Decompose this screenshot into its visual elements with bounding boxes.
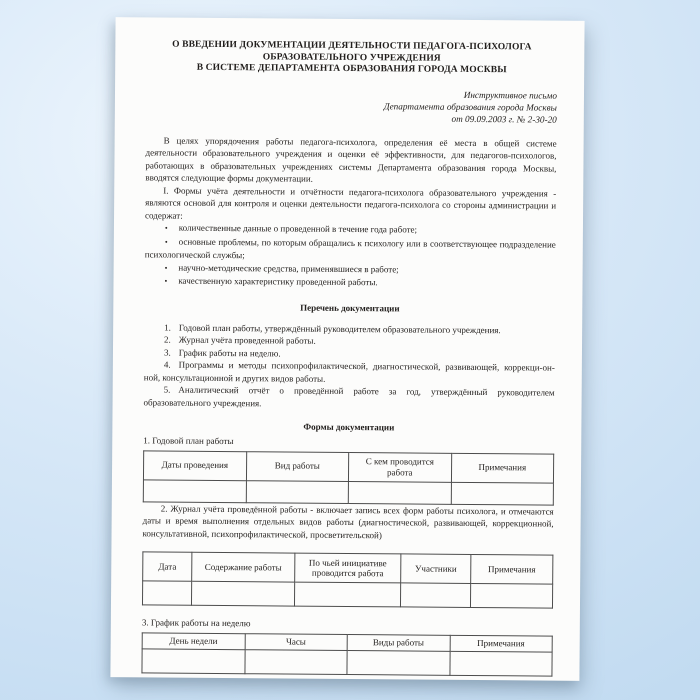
table-header-cell: День недели xyxy=(142,632,245,649)
document-title xyxy=(146,39,557,77)
intro-paragraph: В целях упорядочения работы педагога-психолога, определения её места в общей системе деятельности образовательного учреждения и оценки её эффективности, для педагогов-психологов, работающих в образовательных учреждениях системы Департамента образования города Москвы, вводятся следующие формы документации. xyxy=(145,135,557,184)
bullet-text: качественную характеристику проведенной работы. xyxy=(178,275,378,288)
item-number: 1. xyxy=(164,322,171,333)
title-line: В СИСТЕМЕ ДЕПАРТАМЕНТА ОБРАЗОВАНИЯ ГОРОДА МОСКВЫ xyxy=(196,62,507,76)
table-empty-cell xyxy=(142,648,245,673)
table-empty-cell xyxy=(347,650,450,675)
weekly-schedule-table xyxy=(141,632,552,676)
title-line: ОБРАЗОВАТЕЛЬНОГО УЧРЕЖДЕНИЯ xyxy=(262,51,441,64)
table-empty-cell xyxy=(348,481,451,504)
bullet-text: основные проблемы, по которым обращались к психологу или в соответствующее подразделение психологической службы; xyxy=(144,236,556,261)
list-heading: Перечень документации xyxy=(300,302,400,313)
bullet-icon: • xyxy=(164,223,168,233)
numbered-item xyxy=(144,383,555,411)
table-empty-cell xyxy=(294,582,401,607)
section1-label: 1. Годовой план работы xyxy=(143,435,234,447)
bullet-icon: • xyxy=(164,276,168,286)
bullet-icon: • xyxy=(164,237,168,247)
table-header-cell: Дата xyxy=(143,552,192,581)
bullet-item xyxy=(145,235,556,264)
title-line: О ВВЕДЕНИИ ДОКУМЕНТАЦИИ ДЕЯТЕЛЬНОСТИ ПЕДАГОГА-ПСИХОЛОГА xyxy=(172,39,532,53)
item-text: Журнал учёта проведенной работы. xyxy=(178,334,316,346)
table-header-cell: По чьей инициативе проводится работа xyxy=(294,553,401,583)
table-header-cell: Участники xyxy=(401,554,471,584)
table-empty-cell xyxy=(401,583,471,608)
table-empty-cell xyxy=(192,581,295,606)
table-header-cell: Часы xyxy=(245,633,348,650)
document-body xyxy=(141,134,556,676)
table-empty-cell xyxy=(143,479,246,502)
table-empty-cell xyxy=(142,581,191,605)
bullet-text: количественные данные о проведенной в течение года работе; xyxy=(178,222,418,235)
letterhead xyxy=(146,86,557,125)
numbered-item xyxy=(144,358,555,386)
table-header-cell: Виды работы xyxy=(347,634,450,651)
bullet-item xyxy=(144,274,555,291)
table-header-cell: Примечания xyxy=(450,635,553,652)
table-header-cell: Содержание работы xyxy=(192,552,295,582)
annual-plan-table xyxy=(143,450,554,505)
table-empty-cell xyxy=(449,651,552,676)
item-text: Программы и методы психопрофилактической, диагностической, развивающей, коррекци-он-ной, консультационной и других видов работы. xyxy=(143,359,555,384)
item-text: График работы на неделю. xyxy=(178,347,281,358)
letterhead-line: Департамента образования города Москвы xyxy=(383,100,557,113)
bullet-text: научно-методические средства, применявшиеся в работе; xyxy=(178,262,399,274)
letterhead-line: от 09.09.2003 г. № 2-30-20 xyxy=(451,113,557,125)
table-header-cell: С кем проводится работа xyxy=(348,452,451,482)
section3-label: 3. График работы на неделю xyxy=(141,617,251,629)
document-page xyxy=(110,17,584,681)
bullet-icon: • xyxy=(164,263,168,273)
forms-paragraph: I. Формы учёта деятельности и отчётности педагога-психолога образовательного учреждения - являются основой для контроля и оценки деятельности педагога-психолога со стороны администрации и содержат: xyxy=(145,185,557,221)
item-number: 3. xyxy=(163,347,171,358)
table-empty-cell xyxy=(470,583,552,608)
section2-label: 2. Журнал учёта проведённой работы - включает запись всех форм работы психолога, и отмечаются даты и время выполнения отдельных видов работы (диагностической, развивающей, коррекционной, консультативной, психопрофилактической, просветительской) xyxy=(142,503,554,540)
table-header-cell: Примечания xyxy=(451,453,554,483)
item-text: Годовой план работы, утверждённый руководителем образовательного учреждения. xyxy=(178,322,501,335)
table-empty-cell xyxy=(451,482,554,505)
item-number: 4. xyxy=(163,359,171,370)
letterhead-line: Инструктивное письмо xyxy=(463,89,558,101)
item-number: 5. xyxy=(163,384,171,395)
forms-heading: Формы документации xyxy=(303,421,395,433)
item-number: 2. xyxy=(164,334,171,345)
table-header-cell: Примечания xyxy=(471,554,553,584)
table-header-cell: Даты проведения xyxy=(143,450,246,480)
table-empty-cell xyxy=(246,480,349,503)
item-text: Аналитический отчёт о проведённой работе за год, утверждённый руководителем образовательного учреждения. xyxy=(143,384,555,408)
table-header-cell: Вид работы xyxy=(246,451,349,481)
table-empty-cell xyxy=(244,649,347,674)
work-log-table xyxy=(142,551,553,608)
